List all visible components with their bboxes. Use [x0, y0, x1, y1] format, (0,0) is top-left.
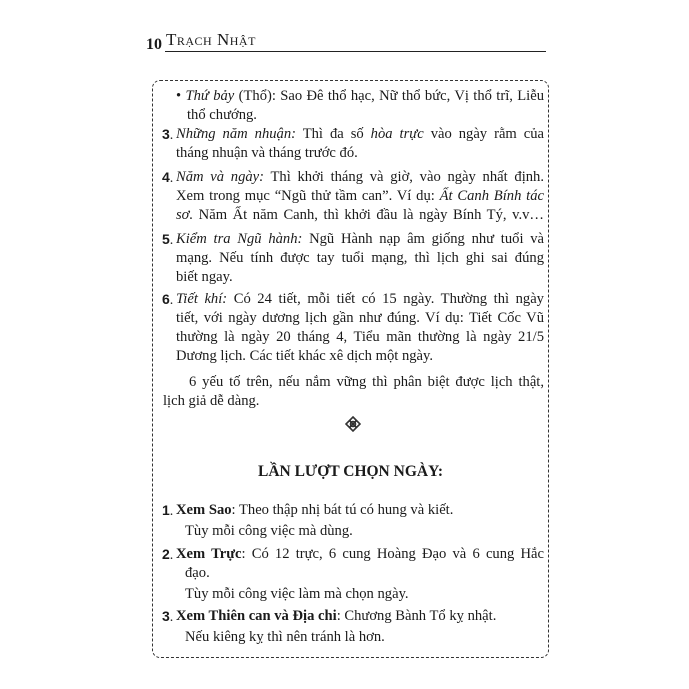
text-line [185, 564, 485, 583]
text-line [176, 168, 544, 187]
italic-term: Năm và ngày: [176, 169, 265, 185]
text-segment: tiết, với ngày dương lịch gần như đúng. Ví dụ: Tiết Cốc Vũ [176, 310, 544, 326]
text-segment: mạng. Nếu tính được tay tuổi mạng, thì lịch ghi sai đúng [176, 250, 544, 266]
item-number: 5. [162, 231, 174, 248]
text-line [185, 628, 515, 647]
text-line [176, 545, 544, 564]
text-segment: 6 yếu tố trên, nếu nắm vững thì phân biệt được lịch thật, [189, 374, 544, 390]
text-line [176, 206, 544, 225]
item-number-text: 3 [162, 608, 170, 624]
item-number-text: 1 [162, 502, 170, 518]
item-number: 4. [162, 169, 174, 186]
text-line [176, 268, 476, 287]
text-line [176, 328, 544, 347]
italic-term: sơ. [176, 207, 194, 223]
section-heading: LẦN LƯỢT CHỌN NGÀY: [257, 463, 444, 480]
text-line [176, 230, 544, 249]
item-number-text: 4 [162, 169, 170, 185]
text-line [176, 144, 476, 163]
text-segment: : Theo thập nhị bát tú có hung và kiết. [231, 502, 454, 518]
item-number: 3. [162, 608, 174, 625]
bold-term: Xem Trực [176, 546, 242, 562]
item-number: 2. [162, 546, 174, 563]
bold-term: Xem Sao [176, 502, 232, 518]
item-number: 6. [162, 291, 174, 308]
text-segment: Nếu kiêng kỵ thì nên tránh là hơn. [185, 629, 385, 645]
text-line [187, 106, 487, 125]
text-line [176, 290, 544, 309]
page-number: 10 [146, 36, 162, 53]
text-segment: thổ chướng. [187, 107, 257, 123]
text-segment: : Chương Bành Tổ kỵ nhật. [336, 608, 497, 624]
italic-term: Thứ bảy [185, 88, 235, 104]
text-segment: (Thổ): Sao Đê thổ hạc, Nữ thổ bức, Vị thổ trĩ, Liễu [234, 88, 544, 104]
text-line [176, 87, 544, 106]
text-segment: vào ngày rằm của [423, 126, 544, 142]
item-number: 3. [162, 126, 174, 143]
text-line [189, 373, 544, 392]
text-segment: • [176, 88, 186, 104]
bold-term: Xem Thiên can và Địa chi [176, 608, 337, 624]
header-rule [165, 51, 546, 52]
text-segment: đạo. [185, 565, 210, 581]
text-line [176, 309, 544, 328]
text-segment: Xem trong mục “Ngũ thử tầm can”. Ví dụ: [176, 188, 440, 204]
text-segment: thường là ngày 20 tháng 4, Tiểu mãn thường là ngày 21/5 [176, 329, 544, 345]
text-segment: Ngũ Hành nạp âm giống như tuổi và [302, 231, 544, 247]
text-line [176, 607, 544, 626]
item-number-text: 5 [162, 231, 170, 247]
text-segment: Thì đa số [296, 126, 371, 142]
italic-term: Tiết khí: [176, 291, 228, 307]
text-segment: lịch giả dễ dàng. [163, 393, 260, 409]
text-line [185, 585, 515, 604]
text-segment: Năm Ất năm Canh, thì khởi đầu là ngày Bính Tý, v.v… [193, 207, 544, 223]
italic-term: Kiểm tra Ngũ hành: [176, 231, 303, 247]
italic-term: Những năm nhuận: [176, 126, 297, 142]
text-segment: Có 24 tiết, mỗi tiết có 15 ngày. Thường thì ngày [227, 291, 544, 307]
item-number: 1. [162, 502, 174, 519]
text-segment: tháng nhuận và tháng trước đó. [176, 145, 358, 161]
item-number-text: 3 [162, 126, 170, 142]
running-title: Trạch Nhật [166, 30, 256, 49]
italic-term: hòa trực [370, 126, 424, 142]
text-segment: Dương lịch. Các tiết khác xê dịch một ngày. [176, 348, 434, 364]
text-line [176, 125, 544, 144]
knot-ornament-icon [345, 416, 361, 432]
text-segment: : Có 12 trực, 6 cung Hoàng Đạo và 6 cung Hắc [241, 546, 544, 562]
text-line [176, 501, 544, 520]
text-segment: Thì khởi tháng và giờ, vào ngày nhất định. [264, 169, 544, 185]
italic-term: Ất Canh Bính tác [439, 188, 544, 204]
text-segment: Tùy mỗi công việc làm mà chọn ngày. [185, 586, 409, 602]
text-line [185, 522, 515, 541]
text-line [176, 249, 544, 268]
text-line [163, 392, 463, 411]
item-number-text: 2 [162, 546, 170, 562]
text-line [176, 347, 476, 366]
text-segment: biết ngay. [176, 269, 233, 285]
text-segment: Tùy mỗi công việc mà dùng. [185, 523, 353, 539]
item-number-text: 6 [162, 291, 170, 307]
text-line [176, 187, 544, 206]
